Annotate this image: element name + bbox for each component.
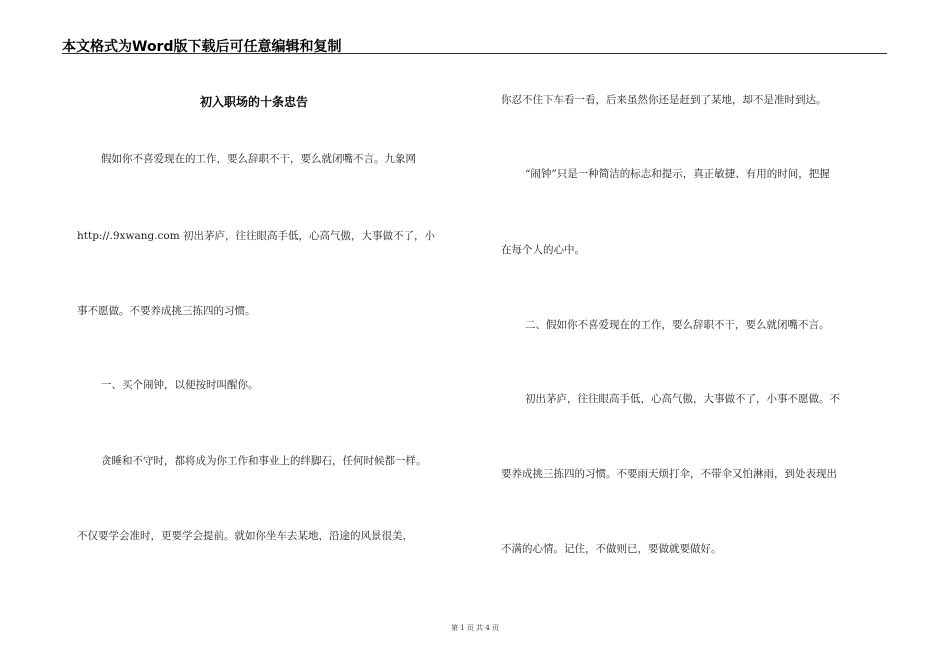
right-column-line: 要养成挑三拣四的习惯。不要雨天烦打伞，不带伞又怕淋雨，到处表现出 [501, 468, 837, 480]
document-title: 初入职场的十条忠告 [200, 95, 309, 109]
page-number: 第 1 页 共 4 页 [450, 624, 500, 632]
header-title: 本文格式为Word版下载后可任意编辑和复制 [62, 39, 342, 55]
left-column-line: http://.9xwang.com 初出茅庐，往往眼高手低，心高气傲，大事做不了，小 [77, 230, 436, 242]
right-column-line: “闹钟”只是一种简洁的标志和提示，真正敏捷、有用的时间，把握 [525, 168, 830, 180]
left-column-line: 不仅要学会准时，更要学会提前。就如你坐车去某地，沿途的风景很美， [77, 530, 413, 542]
right-column-line: 初出茅庐，往往眼高手低，心高气傲，大事做不了，小事不愿做。不 [525, 393, 840, 405]
right-column-line: 在每个人的心中。 [501, 244, 585, 256]
header-divider [62, 53, 887, 54]
right-column-line: 你忍不住下车看一看，后来虽然你还是赶到了某地，却不是准时到达。 [501, 94, 827, 106]
right-column-line: 二、假如你不喜爱现在的工作，要么辞职不干，要么就闭嘴不言。 [525, 319, 830, 331]
left-column-line: 一、买个闹钟，以便按时叫醒你。 [101, 379, 259, 391]
left-column-line: 贪睡和不守时，都将成为你工作和事业上的绊脚石，任何时候都一样。 [101, 455, 427, 467]
right-column-line: 不满的心情。记住，不做则已，要做就要做好。 [501, 543, 722, 555]
left-column-line: 事不愿做。不要养成挑三拣四的习惯。 [77, 305, 256, 317]
left-column-line: 假如你不喜爱现在的工作，要么辞职不干，要么就闭嘴不言。九象网 [101, 153, 416, 165]
